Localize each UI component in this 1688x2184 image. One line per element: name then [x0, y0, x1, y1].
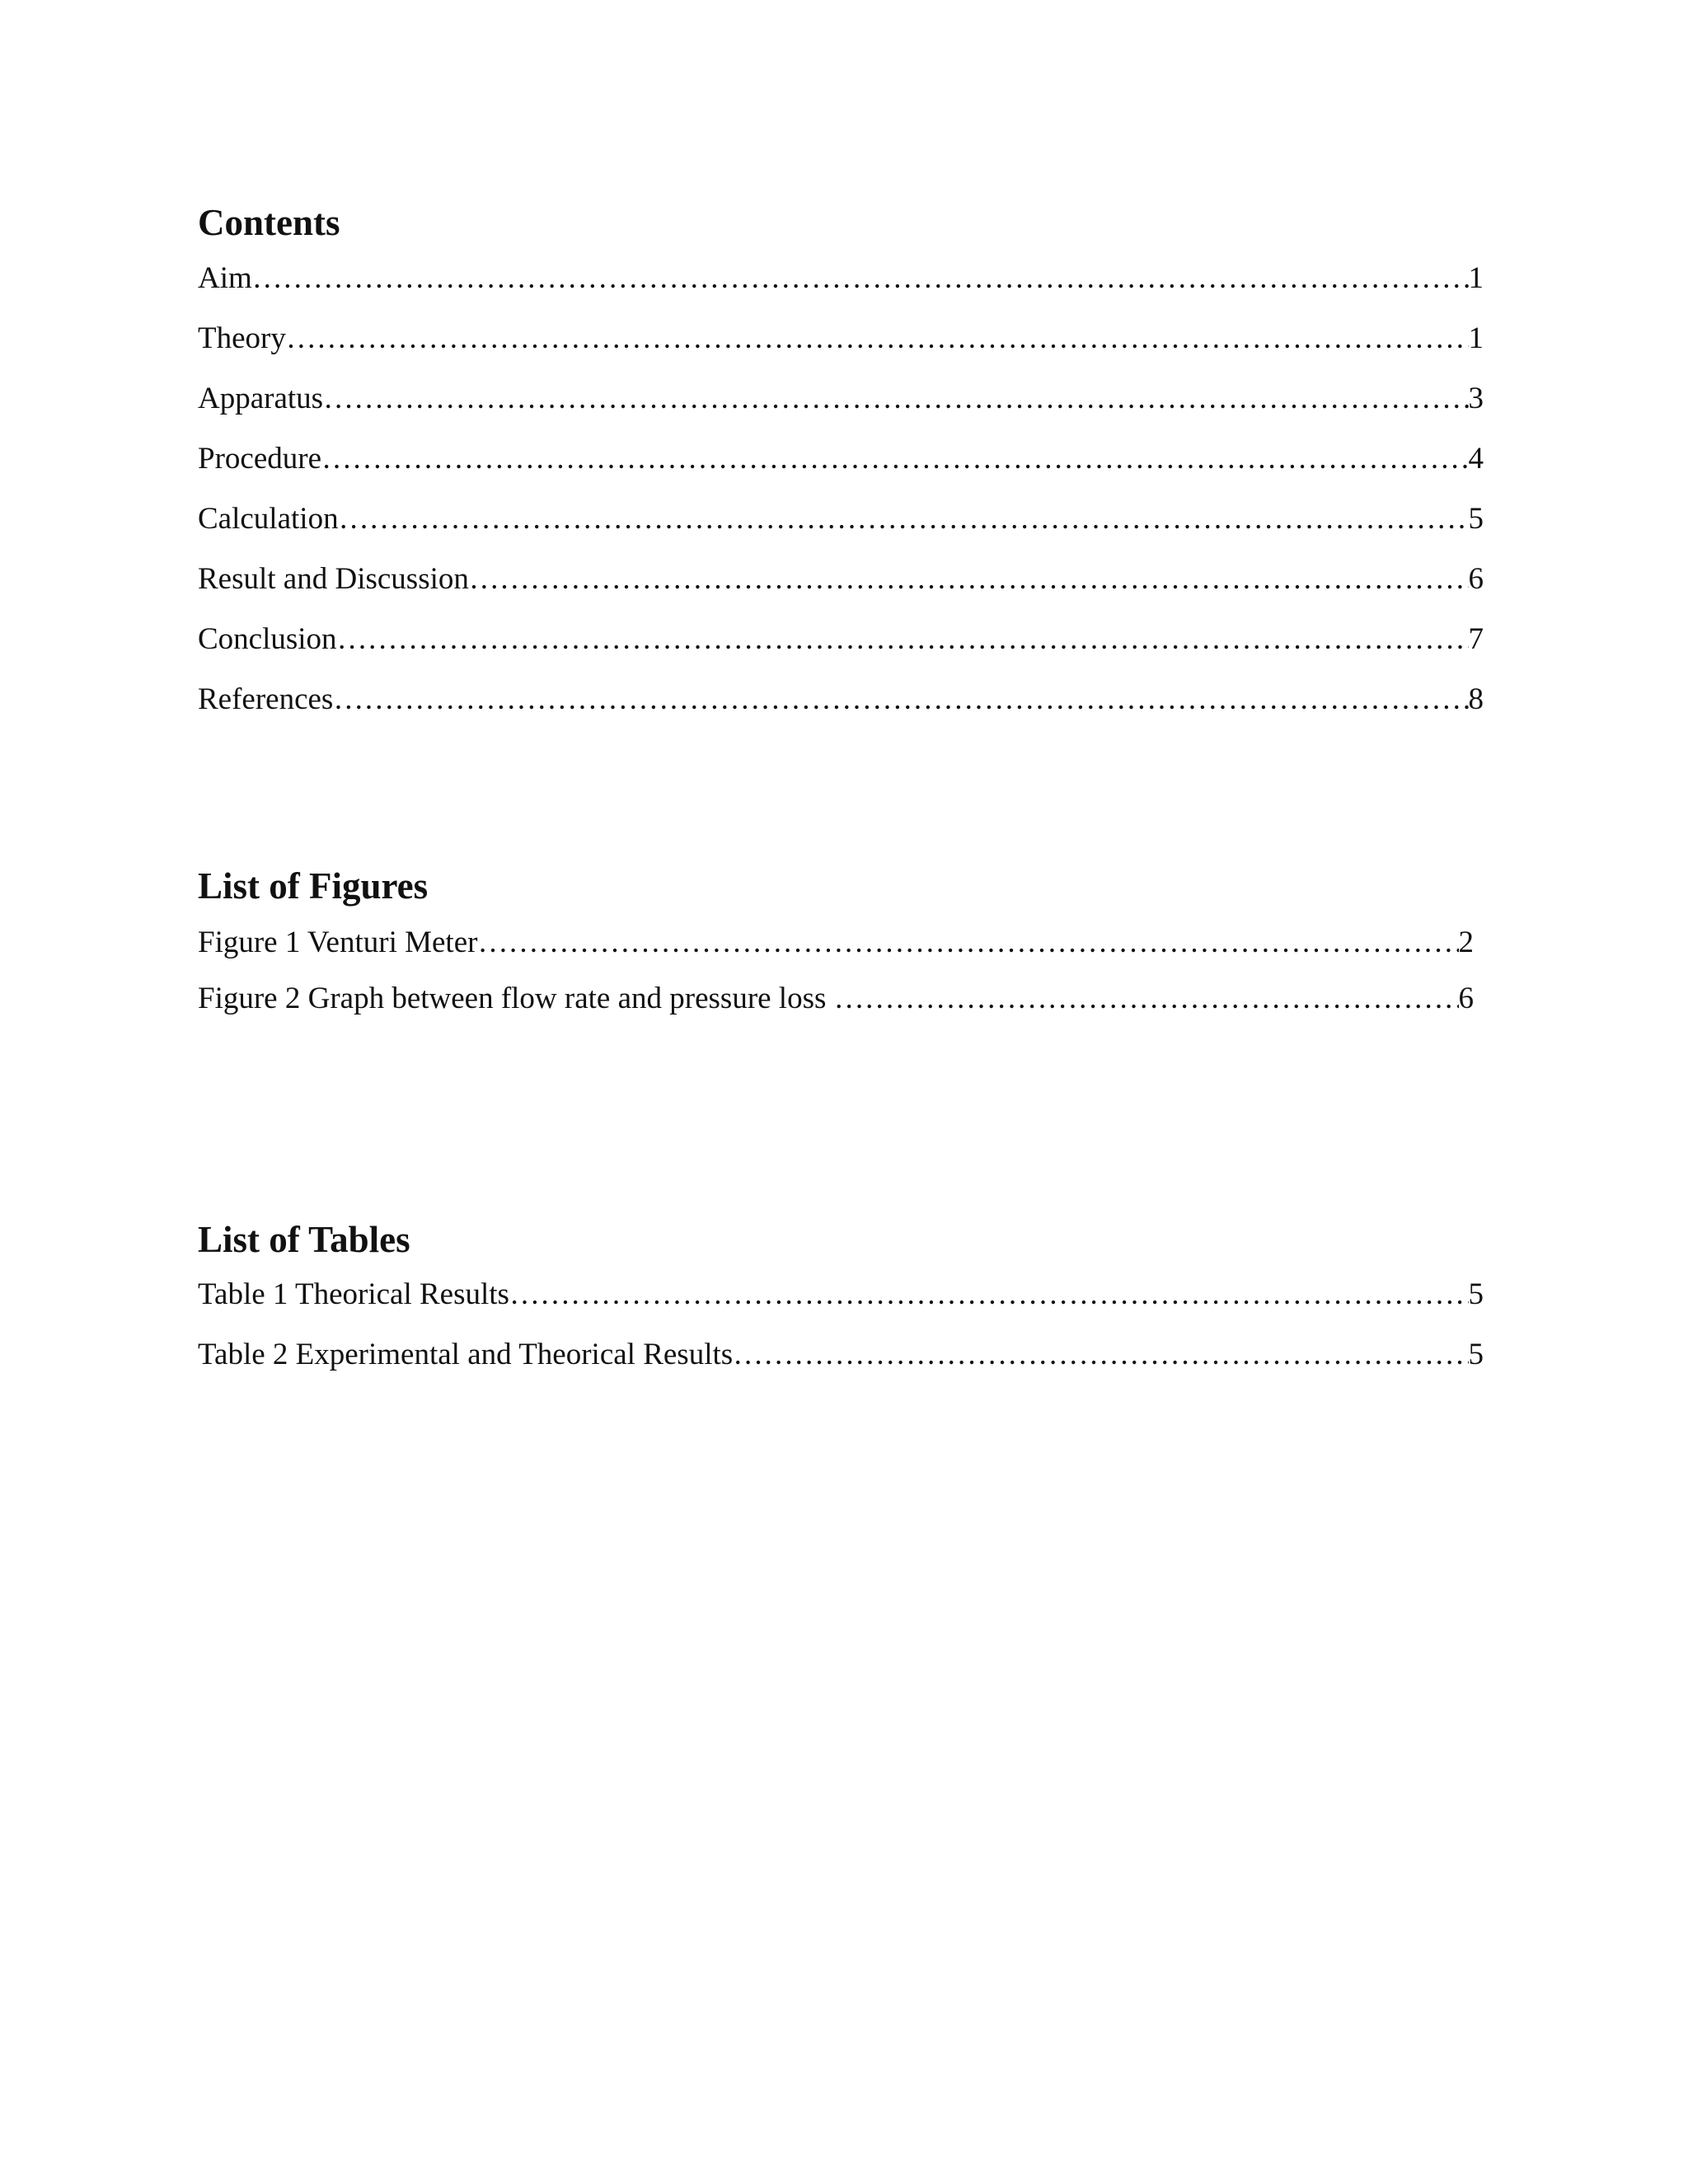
dot-leader — [339, 501, 1469, 537]
dot-leader — [323, 381, 1468, 417]
toc-entry-theory[interactable] — [198, 321, 1484, 381]
toc-entry-label: Theory — [198, 321, 286, 355]
table-entry-label: Table 1 Theorical Results — [198, 1277, 509, 1311]
figure-entry-label: Figure 2 Graph between flow rate and pressure loss — [198, 982, 834, 1015]
toc-entry-label: Aim — [198, 261, 252, 295]
dot-leader — [333, 682, 1468, 718]
table-entry-theorical-results[interactable] — [198, 1277, 1484, 1337]
figures-heading: List of Figures — [198, 865, 429, 907]
toc-entry-apparatus[interactable] — [198, 381, 1484, 441]
dot-leader — [834, 981, 1459, 1017]
toc-entry-aim[interactable] — [198, 260, 1484, 321]
toc-entry-label: Result and Discussion — [198, 562, 469, 596]
figure-entry-venturi-meter[interactable] — [198, 925, 1474, 981]
table-entry-label: Table 2 Experimental and Theorical Results — [198, 1338, 734, 1371]
figure-page-number: 6 — [1458, 982, 1474, 1015]
dot-leader — [509, 1277, 1469, 1313]
toc-page-number: 3 — [1468, 382, 1484, 415]
dot-leader — [477, 925, 1458, 961]
tables-section — [198, 1217, 1484, 1397]
table-page-number: 5 — [1468, 1338, 1484, 1371]
contents-section — [198, 200, 1484, 742]
figure-entry-label: Figure 1 Venturi Meter — [198, 926, 478, 959]
toc-entry-label: Conclusion — [198, 622, 337, 656]
figures-section — [198, 864, 1484, 1037]
toc-entry-result-and-discussion[interactable] — [198, 561, 1484, 621]
figure-entry-flow-rate-graph[interactable] — [198, 981, 1474, 1037]
contents-list — [198, 260, 1484, 742]
toc-page-number: 7 — [1468, 622, 1484, 656]
toc-page-number: 4 — [1468, 442, 1484, 476]
dot-leader — [337, 621, 1469, 658]
toc-page-number: 5 — [1468, 502, 1484, 536]
tables-list — [198, 1277, 1484, 1397]
dot-leader — [469, 561, 1469, 598]
dot-leader — [286, 321, 1469, 357]
toc-page-number: 1 — [1468, 321, 1484, 355]
dot-leader — [321, 441, 1469, 477]
contents-heading: Contents — [198, 202, 340, 243]
toc-page-number: 6 — [1468, 562, 1484, 596]
toc-entry-calculation[interactable] — [198, 501, 1484, 561]
toc-entry-label: References — [198, 682, 334, 716]
toc-entry-label: Apparatus — [198, 382, 324, 415]
toc-entry-references[interactable] — [198, 682, 1484, 742]
toc-entry-label: Procedure — [198, 442, 321, 476]
toc-entry-conclusion[interactable] — [198, 621, 1484, 682]
toc-entry-procedure[interactable] — [198, 441, 1484, 501]
table-page-number: 5 — [1468, 1277, 1484, 1311]
toc-page-number: 8 — [1468, 682, 1484, 716]
toc-entry-label: Calculation — [198, 502, 339, 536]
tables-heading: List of Tables — [198, 1219, 410, 1260]
figures-list — [198, 925, 1484, 1037]
table-entry-experimental-and-theorical-results[interactable] — [198, 1337, 1484, 1397]
figure-page-number: 2 — [1458, 926, 1474, 959]
dot-leader — [733, 1337, 1468, 1373]
dot-leader — [252, 260, 1469, 297]
toc-page-number: 1 — [1468, 261, 1484, 295]
